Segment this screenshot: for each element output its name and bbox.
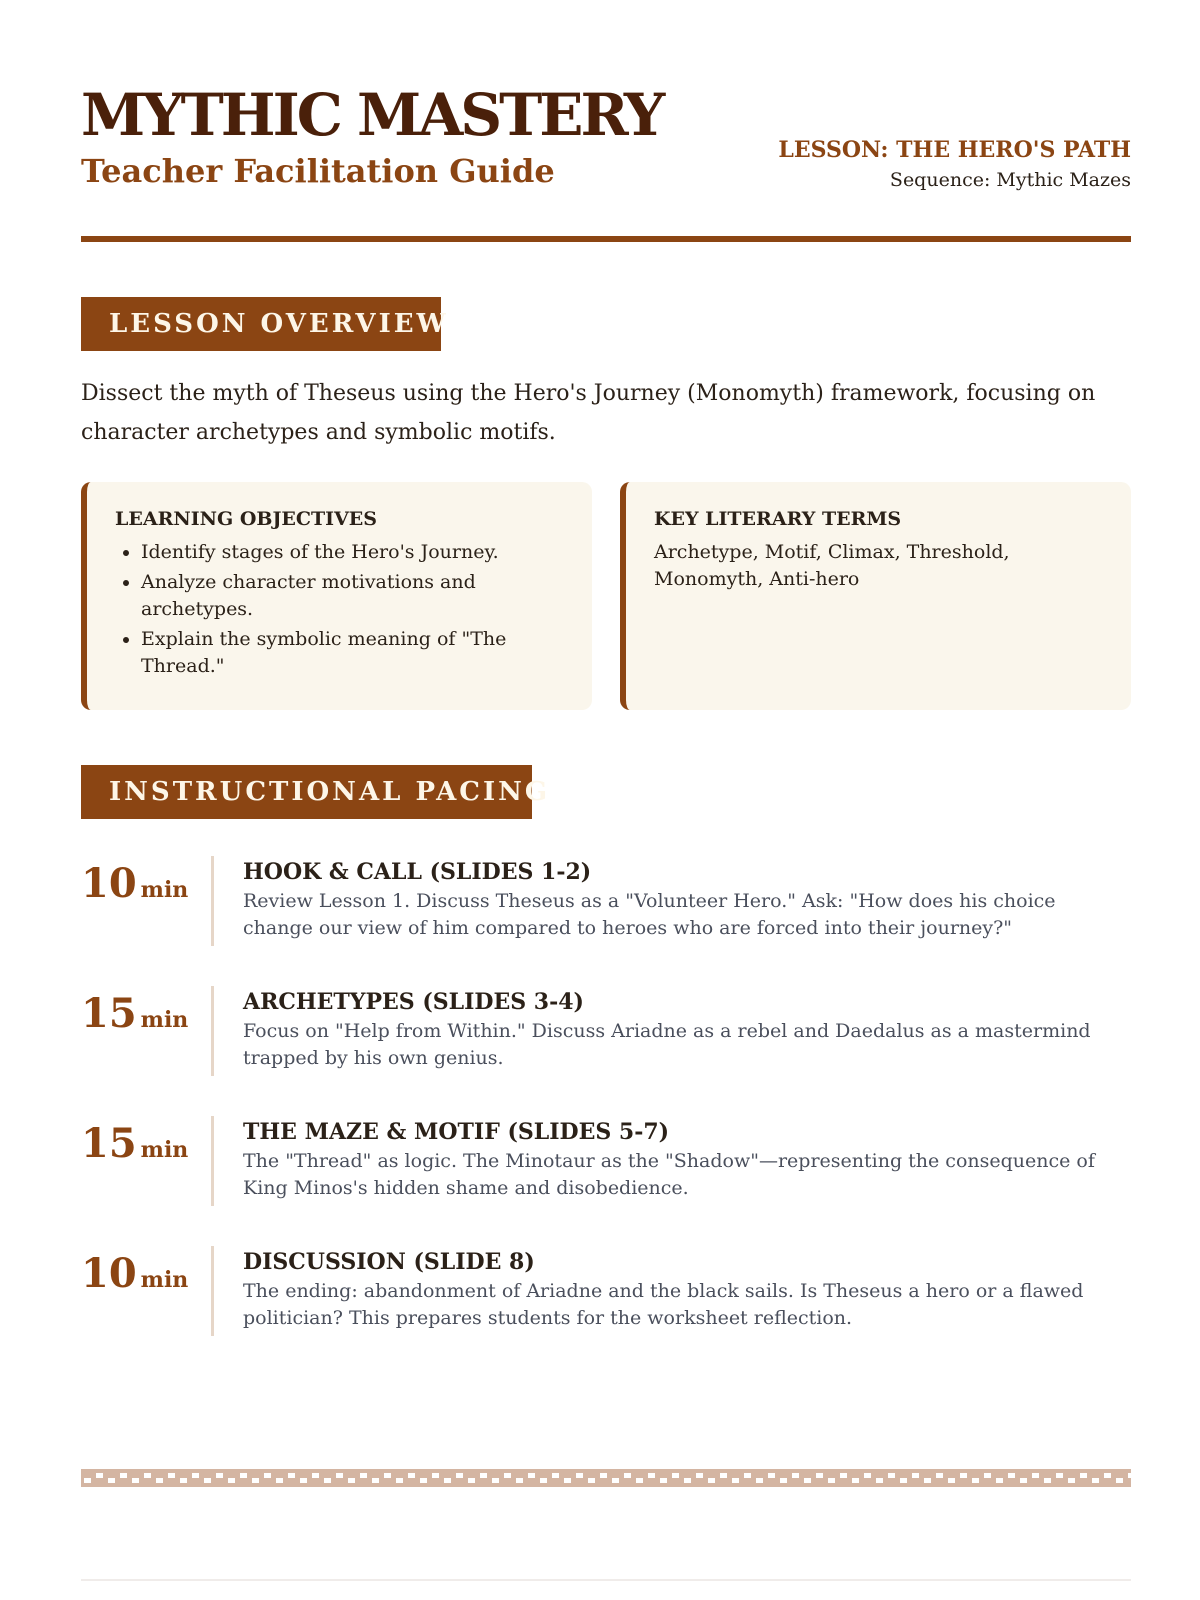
pacing-description: Focus on "Help from Within." Discuss Ariadne as a rebel and Daedalus as a mastermind trapped by his own genius.: [243, 1020, 1091, 1069]
greek-key-border: [81, 1469, 1131, 1487]
pacing-unit: min: [140, 877, 189, 903]
pacing-duration: [81, 860, 201, 907]
header: [81, 81, 1131, 244]
terms-card: [620, 482, 1131, 710]
pacing-item: [81, 1116, 1131, 1246]
overview-text: Dissect the myth of Theseus using the Hero's Journey (Monomyth) framework, focusing on character archetypes and symbolic motifs.: [81, 381, 1096, 445]
footer-divider: [81, 1579, 1131, 1581]
pacing-divider: [211, 856, 214, 946]
guide-page: [81, 0, 1131, 1600]
terms-heading: KEY LITERARY TERMS: [654, 508, 902, 530]
pacing-divider: [211, 1246, 214, 1336]
pacing-minutes: 15: [81, 1120, 137, 1167]
pacing-description: Review Lesson 1. Discuss Theseus as a "Volunteer Hero." Ask: "How does his choice change our view of him compared to heroes who are forced into their journey?": [243, 890, 1056, 939]
section-label-overview: LESSON OVERVIEW: [81, 297, 441, 351]
pacing-description: The "Thread" as logic. The Minotaur as the "Shadow"—representing the consequence of King Minos's hidden shame and disobedience.: [243, 1150, 1095, 1199]
pacing-unit: min: [140, 1137, 189, 1163]
pacing-unit: min: [140, 1267, 189, 1293]
pacing-heading: THE MAZE & MOTIF (SLIDES 5-7): [243, 1119, 670, 1145]
pacing-divider: [211, 1116, 214, 1206]
page-subtitle: Teacher Facilitation Guide: [81, 152, 555, 190]
pacing-minutes: 10: [81, 1250, 137, 1297]
objectives-heading: LEARNING OBJECTIVES: [115, 508, 378, 530]
pacing-minutes: 10: [81, 860, 137, 907]
lesson-title: LESSON: THE HERO'S PATH: [778, 137, 1131, 163]
lesson-sequence: Sequence: Mythic Mazes: [889, 168, 1131, 191]
pacing-body: [243, 1246, 1131, 1332]
pacing-heading: HOOK & CALL (SLIDES 1-2): [243, 859, 592, 885]
lesson-info: [778, 136, 1131, 193]
objectives-card: [81, 482, 592, 710]
pacing-description: The ending: abandonment of Ariadne and the black sails. Is Theseus a hero or a flawed politician? This prepares students for the worksheet reflection.: [243, 1280, 1084, 1329]
pacing-duration: [81, 1250, 201, 1297]
pacing-heading: ARCHETYPES (SLIDES 3-4): [243, 989, 584, 1015]
list-item: • Identify stages of the Hero's Journey.: [141, 539, 566, 566]
pacing-minutes: 15: [81, 990, 137, 1037]
page-title: MYTHIC MASTERY: [81, 81, 663, 149]
pacing-duration: [81, 1120, 201, 1167]
pacing-item: [81, 986, 1131, 1116]
pacing-heading: DISCUSSION (SLIDE 8): [243, 1249, 535, 1275]
pacing-unit: min: [140, 1007, 189, 1033]
header-divider: [81, 236, 1131, 242]
pacing-divider: [211, 986, 214, 1076]
pacing-item: [81, 856, 1131, 986]
pacing-body: [243, 856, 1131, 942]
pacing-item: [81, 1246, 1131, 1376]
objectives-list: [115, 539, 566, 680]
section-label-pacing: INSTRUCTIONAL PACING: [81, 765, 532, 819]
list-item: • Explain the symbolic meaning of "The Thread.": [141, 626, 566, 680]
terms-text: Archetype, Motif, Climax, Threshold, Monomyth, Anti-hero: [654, 540, 1010, 590]
pacing-body: [243, 986, 1131, 1072]
pacing-duration: [81, 990, 201, 1037]
list-item: • Analyze character motivations and archetypes.: [141, 569, 566, 623]
pacing-list: [81, 856, 1131, 1376]
pacing-body: [243, 1116, 1131, 1202]
